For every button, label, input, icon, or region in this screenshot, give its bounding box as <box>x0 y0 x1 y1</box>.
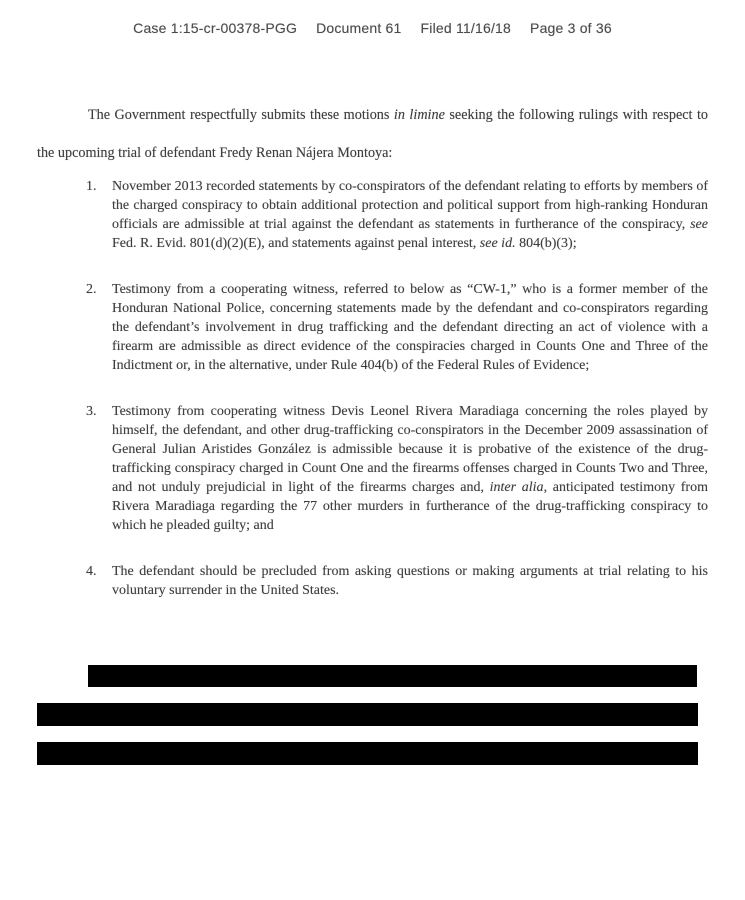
motion-item-3 <box>86 402 708 535</box>
motion-number: 4. <box>86 564 97 579</box>
stamp-filed-date: Filed 11/16/18 <box>420 20 512 36</box>
redaction-bar-1 <box>88 665 697 687</box>
intro-paragraph: The Government respectfully submits these motions in limine seeking the following rulings with respect to the upcoming trial of defendant Fredy Renan Nájera Montoya: <box>37 107 709 161</box>
case-stamp-header <box>0 20 745 36</box>
motion-number: 3. <box>86 404 97 419</box>
motion-text: Testimony from a cooperating witness, referred to below as “CW-1,” who is a former member of the Honduran National Police, concerning statements made by the defendant and co-conspirators regarding the defendant’s involvement in drug trafficking and the defendant directing an act of violence with a firearm are admissible as direct evidence of the conspiracies charged in Counts One and Three of the Indictment or, in the alternative, under Rule 404(b) of the Federal Rules of Evidence; <box>112 282 708 373</box>
motion-text: The defendant should be precluded from asking questions or making arguments at trial relating to his voluntary surrender in the United States. <box>112 564 708 598</box>
redaction-bar-2 <box>37 703 698 726</box>
redaction-bar-3 <box>37 742 698 765</box>
motion-item-2 <box>86 280 708 375</box>
motions-list <box>86 177 708 627</box>
stamp-page-number: Page 3 of 36 <box>530 20 612 36</box>
motion-text: November 2013 recorded statements by co-conspirators of the defendant relating to efforts by members of the charged conspiracy to obtain additional protection and political support from high-ranking Honduran officials are admissible at trial against the defendant as statements in furtherance of the conspiracy, see Fed. R. Evid. 801(d)(2)(E), and statements against penal interest, see id. 804(b)(3); <box>112 179 708 251</box>
motion-text: Testimony from cooperating witness Devis Leonel Rivera Maradiaga concerning the roles played by himself, the defendant, and other drug-trafficking co-conspirators in the December 2009 assassination of General Julian Aristides González is admissible because it is probative of the existence of the drug-trafficking conspiracy charged in Count One and the firearms offenses charged in Counts Two and Three, and not unduly prejudicial in light of the firearms charges and, inter alia, anticipated testimony from Rivera Maradiaga regarding the 77 other murders in furtherance of the drug-trafficking conspiracy to which he pleaded guilty; and <box>112 404 708 533</box>
stamp-document-number: Document 61 <box>316 20 402 36</box>
motion-item-1 <box>86 177 708 253</box>
motion-item-4 <box>86 562 708 600</box>
motion-number: 1. <box>86 179 97 194</box>
stamp-case-number: Case 1:15-cr-00378-PGG <box>133 20 298 36</box>
motion-number: 2. <box>86 282 97 297</box>
